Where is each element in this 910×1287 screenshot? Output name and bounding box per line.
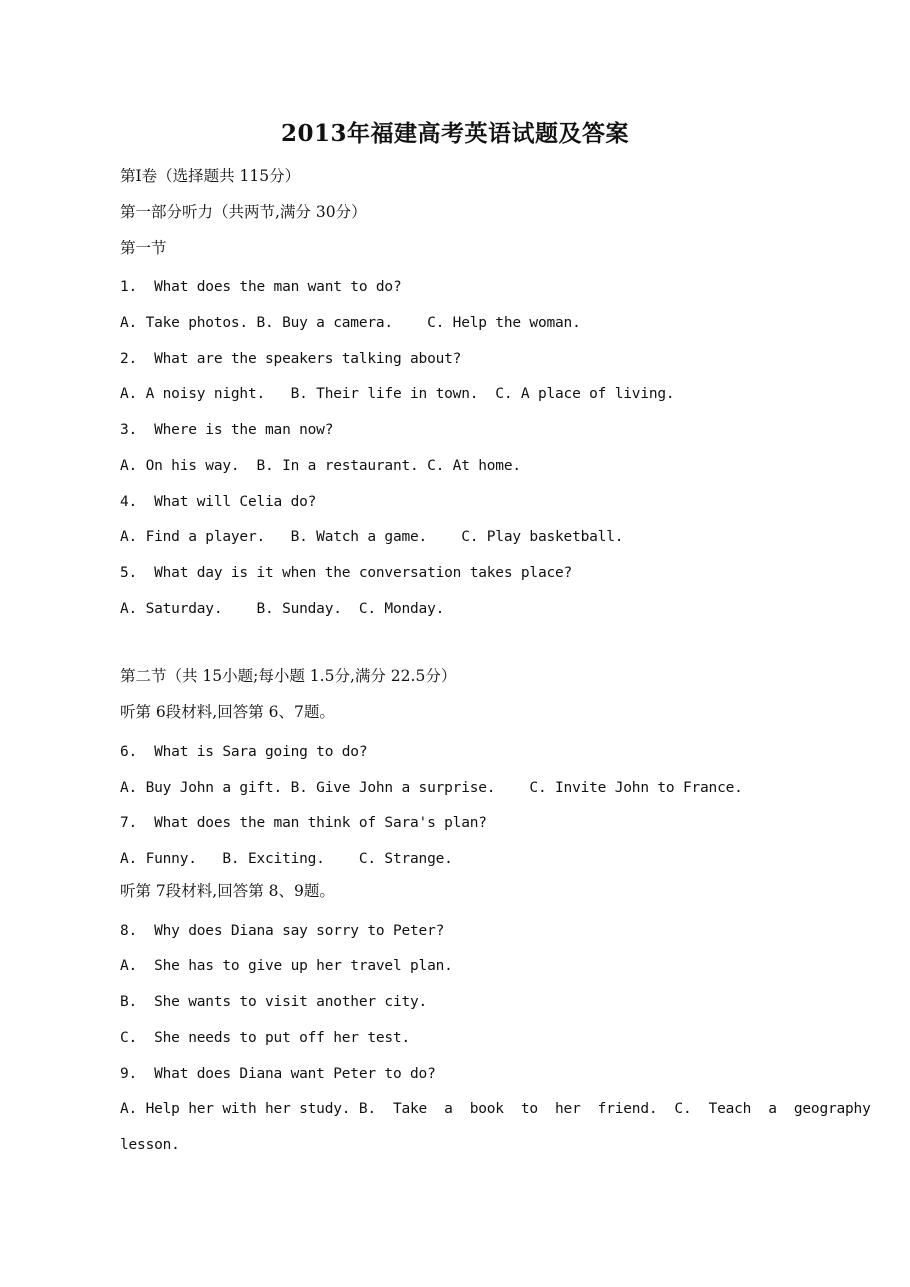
question-8: 8. Why does Diana say sorry to Peter? (120, 923, 445, 939)
question-4-options: A. Find a player. B. Watch a game. C. Play basketball. (120, 529, 624, 545)
volume-heading: 第Ⅰ卷（选择题共 115分） (120, 167, 301, 185)
question-9: 9. What does Diana want Peter to do? (120, 1066, 436, 1082)
question-6: 6. What is Sara going to do? (120, 744, 368, 760)
question-5-options: A. Saturday. B. Sunday. C. Monday. (120, 601, 445, 617)
question-9-options-continued: lesson. (120, 1137, 180, 1153)
question-4: 4. What will Celia do? (120, 494, 317, 510)
question-7-options: A. Funny. B. Exciting. C. Strange. (120, 851, 453, 867)
passage-6-instruction: 听第 6段材料,回答第 6、7题。 (120, 703, 335, 721)
passage-7-instruction: 听第 7段材料,回答第 8、9题。 (120, 882, 335, 900)
section-two-heading: 第二节（共 15小题;每小题 1.5分,满分 22.5分） (120, 667, 457, 685)
question-8-option-c: C. She needs to put off her test. (120, 1030, 411, 1046)
question-8-option-b: B. She wants to visit another city. (120, 994, 428, 1010)
question-7: 7. What does the man think of Sara's plan? (120, 815, 487, 831)
section-one-heading: 第一节 (120, 239, 167, 257)
part-one-heading: 第一部分听力（共两节,满分 30分） (120, 203, 367, 221)
question-2-options: A. A noisy night. B. Their life in town. C. A place of living. (120, 386, 675, 402)
question-6-options: A. Buy John a gift. B. Give John a surprise. C. Invite John to France. (120, 780, 743, 796)
question-1-options: A. Take photos. B. Buy a camera. C. Help the woman. (120, 315, 581, 331)
question-2: 2. What are the speakers talking about? (120, 351, 462, 367)
question-5: 5. What day is it when the conversation takes place? (120, 565, 573, 581)
question-1: 1. What does the man want to do? (120, 279, 402, 295)
question-9-options: A. Help her with her study. B. Take a book to her friend. C. Teach a geography (120, 1101, 871, 1117)
question-8-option-a: A. She has to give up her travel plan. (120, 958, 453, 974)
question-3-options: A. On his way. B. In a restaurant. C. At home. (120, 458, 521, 474)
question-3: 3. Where is the man now? (120, 422, 334, 438)
document-title: 2013年福建高考英语试题及答案 (280, 120, 629, 147)
